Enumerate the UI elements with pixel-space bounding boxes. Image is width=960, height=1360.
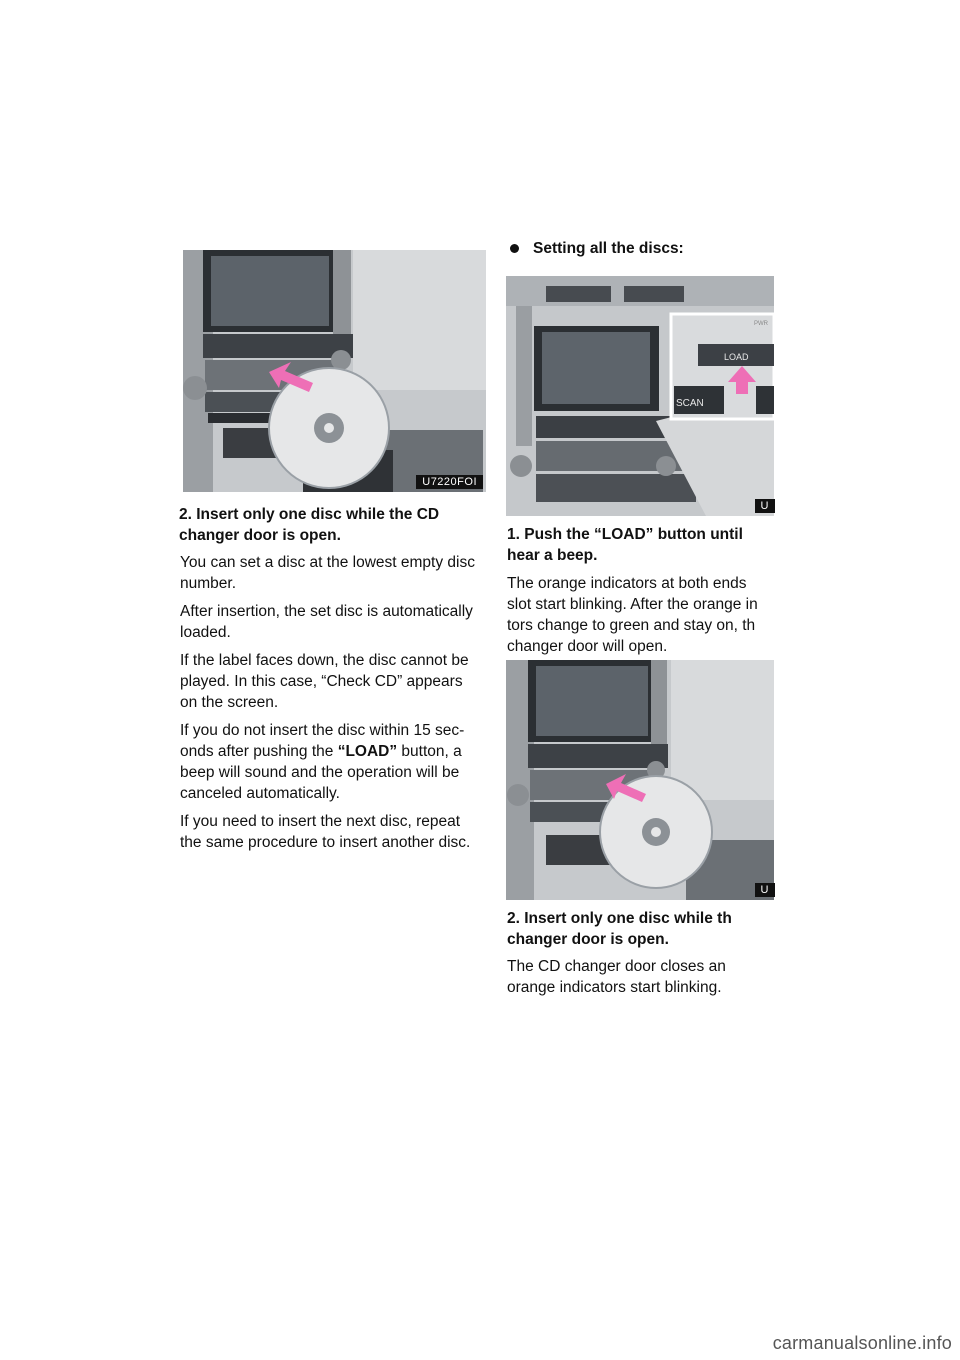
paragraph-label-down: If the label faces down, the disc cannot be played. In this case, “Check CD” appears on the screen. xyxy=(180,652,469,711)
photo2-code-label: U xyxy=(755,883,775,897)
paragraph-timeout: If you do not insert the disc within 15 sec- onds after pushing the “LOAD” button, a beep will sound and the operation will be canceled automatically. xyxy=(180,722,465,802)
step-1-text: The orange indicators at both ends slot start blinking. After the orange in tors change to green and stay on, th changer door will open. xyxy=(507,575,758,655)
load-button-photo xyxy=(506,276,774,516)
photo-code-label: U7220FOI xyxy=(416,475,483,489)
right-column xyxy=(506,240,774,1040)
paragraph-next-disc: If you need to insert the next disc, repeat the same procedure to insert another disc. xyxy=(180,813,471,851)
load-label-emphasis: “LOAD” xyxy=(337,743,398,760)
paragraph-lowest-empty: You can set a disc at the lowest empty disc number. xyxy=(180,554,475,592)
paragraph-auto-load: After insertion, the set disc is automatically loaded. xyxy=(180,603,473,641)
inset-pwr-label: PWR xyxy=(754,321,768,327)
left-column xyxy=(179,250,488,851)
cd-insert-photo-right xyxy=(506,660,774,900)
inset-scan-label: SCAN xyxy=(676,398,704,409)
section-title: Setting all the discs: xyxy=(510,240,684,258)
step-1-title: 1. Push the “LOAD” button until hear a beep. xyxy=(507,526,743,564)
photo1-code-label: U xyxy=(755,499,775,513)
cd-insert-photo-left xyxy=(183,250,486,492)
step-2-title-right: 2. Insert only one disc while th changer door is open. xyxy=(507,910,732,948)
inset-load-label: LOAD xyxy=(724,352,749,362)
bullet-icon xyxy=(510,244,519,253)
step-2-text-right: The CD changer door closes an orange indicators start blinking. xyxy=(507,958,726,996)
step-2-title: 2. Insert only one disc while the CD changer door is open. xyxy=(179,506,440,544)
footer-watermark: carmanualsonline.info xyxy=(772,1333,952,1353)
